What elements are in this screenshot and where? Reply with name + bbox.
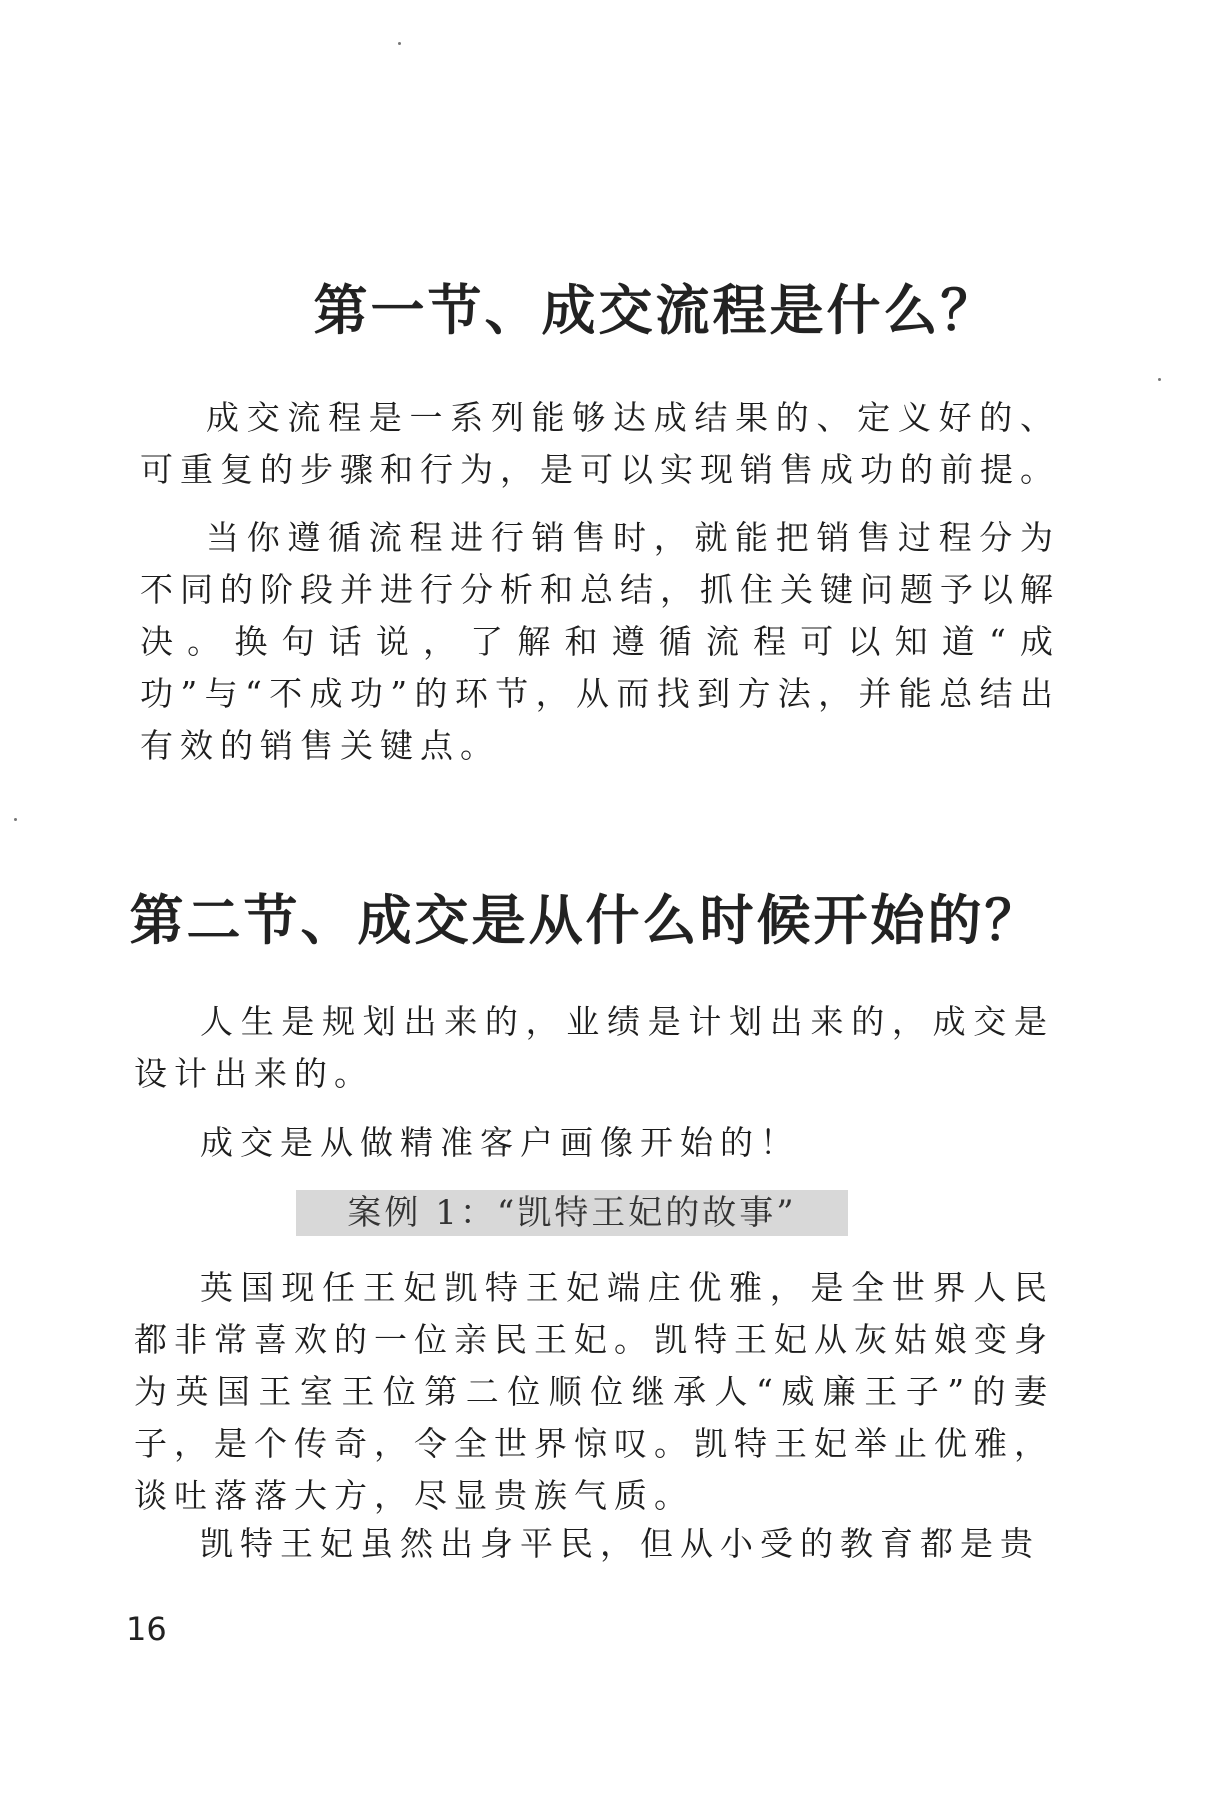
page-number: 16 xyxy=(126,1610,167,1648)
scan-speck xyxy=(1158,378,1161,381)
section-2-paragraph: 人生是规划出来的，业绩是计划出来的，成交是设计出来的。 xyxy=(134,1002,1054,1093)
case-paragraph: 凯特王妃虽然出身平民，但从小受的教育都是贵 xyxy=(200,1524,1040,1563)
section-1-heading: 第一节、成交流程是什么？ xyxy=(313,279,998,342)
case-paragraph: 英国现任王妃凯特王妃端庄优雅，是全世界人民都非常喜欢的一位亲民王妃。凯特王妃从灰姑娘变身为英国王室王位第二位顺位继承人“威廉王子”的妻子，是个传奇，令全世界惊叹。凯特王妃举止优雅，谈吐落落大方，尽显贵族气质。 xyxy=(134,1268,1054,1515)
section-2-heading: 第二节、成交是从什么时候开始的？ xyxy=(129,889,1042,952)
section-1-paragraph: 当你遵循流程进行销售时，就能把销售过程分为不同的阶段并进行分析和总结，抓住关键问题予以解决。换句话说，了解和遵循流程可以知道“成功”与“不成功”的环节，从而找到方法，并能总结出有效的销售关键点。 xyxy=(140,518,1060,765)
scan-speck xyxy=(398,42,401,45)
section-1-paragraph: 成交流程是一系列能够达成结果的、定义好的、可重复的步骤和行为，是可以实现销售成功的前提。 xyxy=(140,398,1060,489)
case-title: 案例 1：“凯特王妃的故事” xyxy=(296,1190,848,1236)
section-2-paragraph: 成交是从做精准客户画像开始的！ xyxy=(200,1123,800,1162)
scan-speck xyxy=(14,818,17,821)
